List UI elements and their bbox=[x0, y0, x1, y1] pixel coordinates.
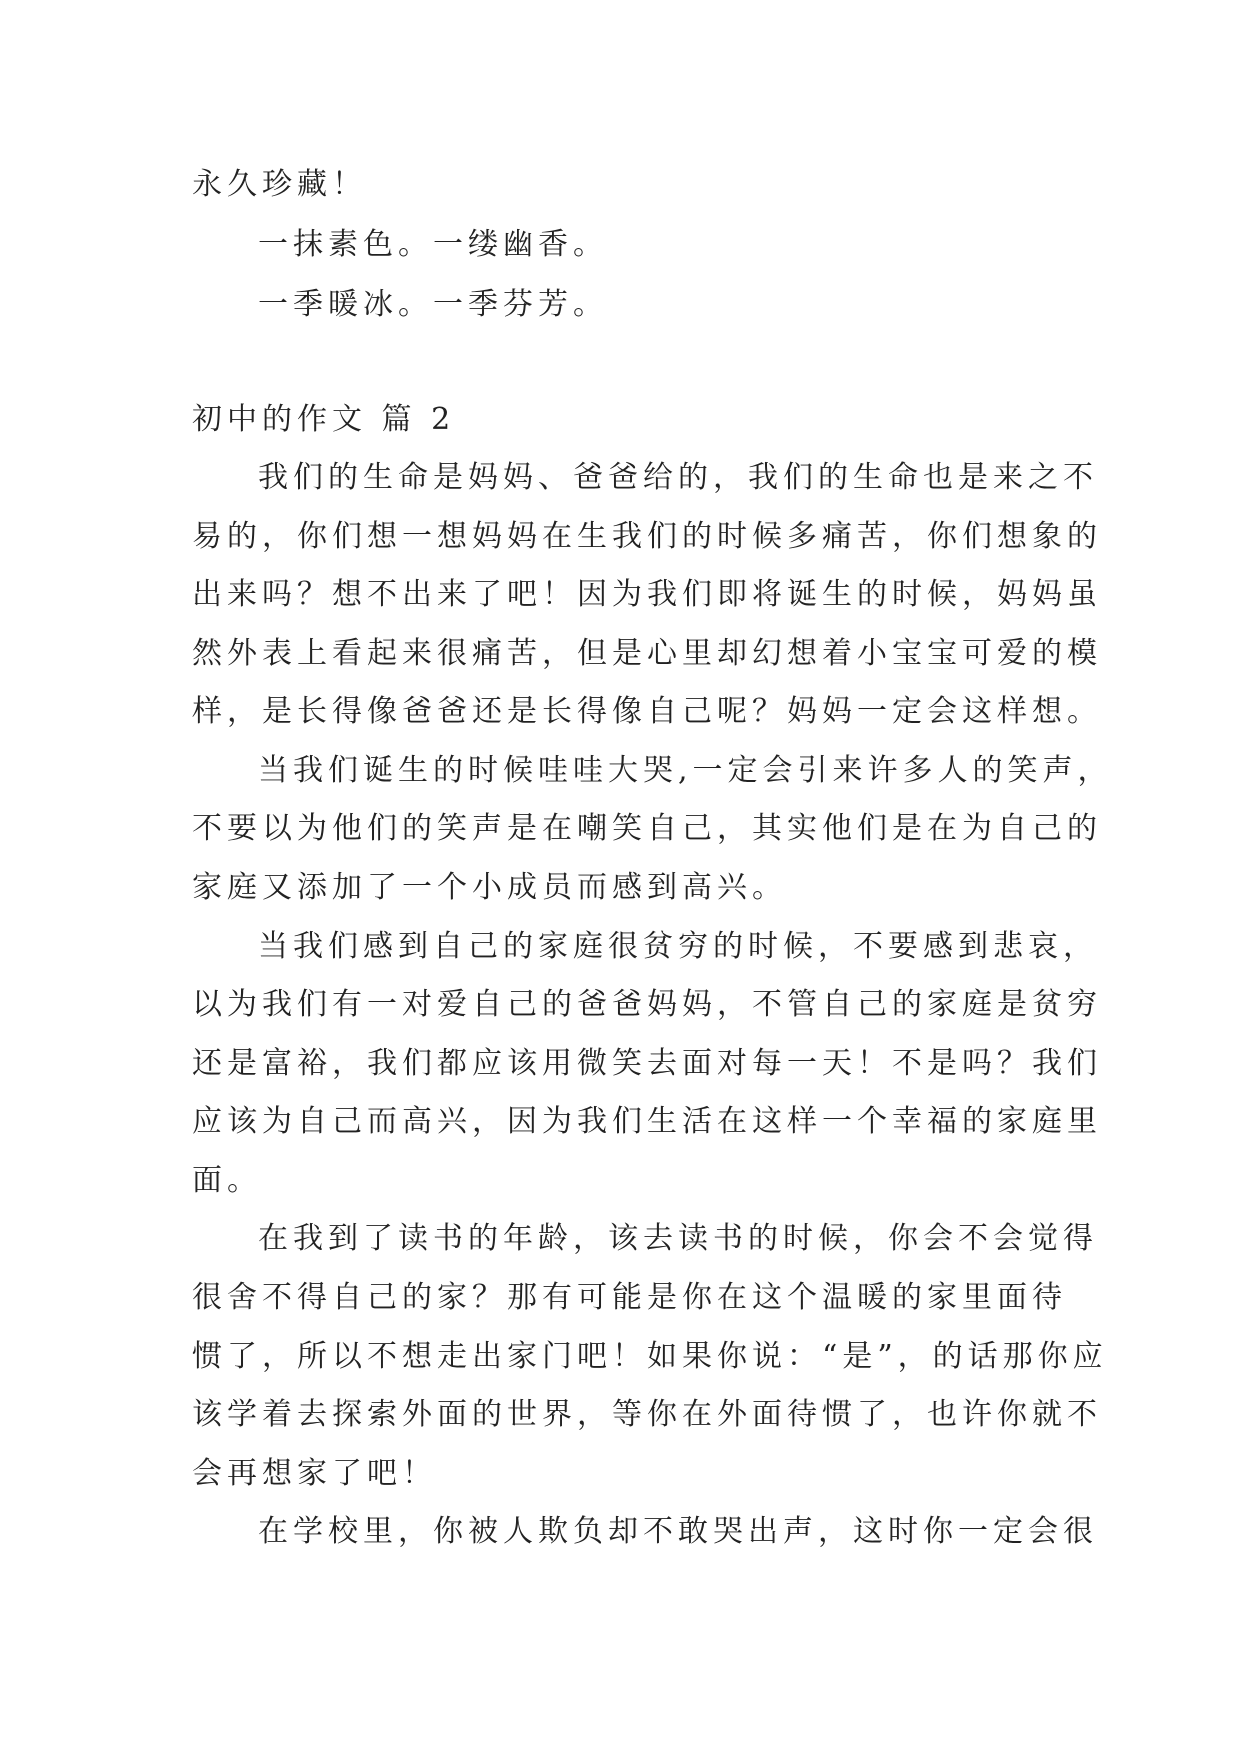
text-line: 家庭又添加了一个小成员而感到高兴。 bbox=[192, 870, 787, 905]
text-line: 永久珍藏！ bbox=[192, 167, 367, 202]
text-line: 惯了，所以不想走出家门吧！如果你说：“是”，的话那你应 bbox=[192, 1339, 1108, 1374]
text-line: 当我们感到自己的家庭很贫穷的时候，不要感到悲哀， bbox=[258, 929, 1098, 964]
text-line: 一抹素色。一缕幽香。 bbox=[258, 227, 608, 262]
text-line: 出来吗？想不出来了吧！因为我们即将诞生的时候，妈妈虽 bbox=[192, 577, 1102, 612]
text-line: 面。 bbox=[192, 1163, 262, 1198]
text-line: 然外表上看起来很痛苦，但是心里却幻想着小宝宝可爱的模 bbox=[192, 636, 1102, 671]
text-line: 当我们诞生的时候哇哇大哭,一定会引来许多人的笑声， bbox=[258, 753, 1113, 788]
text-line: 在我到了读书的年龄，该去读书的时候，你会不会觉得 bbox=[258, 1221, 1098, 1256]
text-line: 很舍不得自己的家？那有可能是你在这个温暖的家里面待 bbox=[192, 1280, 1067, 1315]
text-line: 不要以为他们的笑声是在嘲笑自己，其实他们是在为自己的 bbox=[192, 811, 1102, 846]
text-line: 在学校里，你被人欺负却不敢哭出声，这时你一定会很 bbox=[258, 1514, 1098, 1549]
text-line: 还是富裕，我们都应该用微笑去面对每一天！不是吗？我们 bbox=[192, 1046, 1102, 1081]
text-line: 易的，你们想一想妈妈在生我们的时候多痛苦，你们想象的 bbox=[192, 519, 1102, 554]
text-line: 样，是长得像爸爸还是长得像自己呢？妈妈一定会这样想。 bbox=[192, 694, 1102, 729]
text-line: 以为我们有一对爱自己的爸爸妈妈，不管自己的家庭是贫穷 bbox=[192, 987, 1102, 1022]
text-line: 一季暖冰。一季芬芳。 bbox=[258, 287, 608, 322]
section-heading: 初中的作文 篇 2 bbox=[192, 402, 456, 437]
text-line: 应该为自己而高兴，因为我们生活在这样一个幸福的家庭里 bbox=[192, 1104, 1102, 1139]
text-line: 会再想家了吧！ bbox=[192, 1456, 437, 1491]
text-line: 我们的生命是妈妈、爸爸给的，我们的生命也是来之不 bbox=[258, 460, 1098, 495]
text-line: 该学着去探索外面的世界，等你在外面待惯了，也许你就不 bbox=[192, 1397, 1102, 1432]
